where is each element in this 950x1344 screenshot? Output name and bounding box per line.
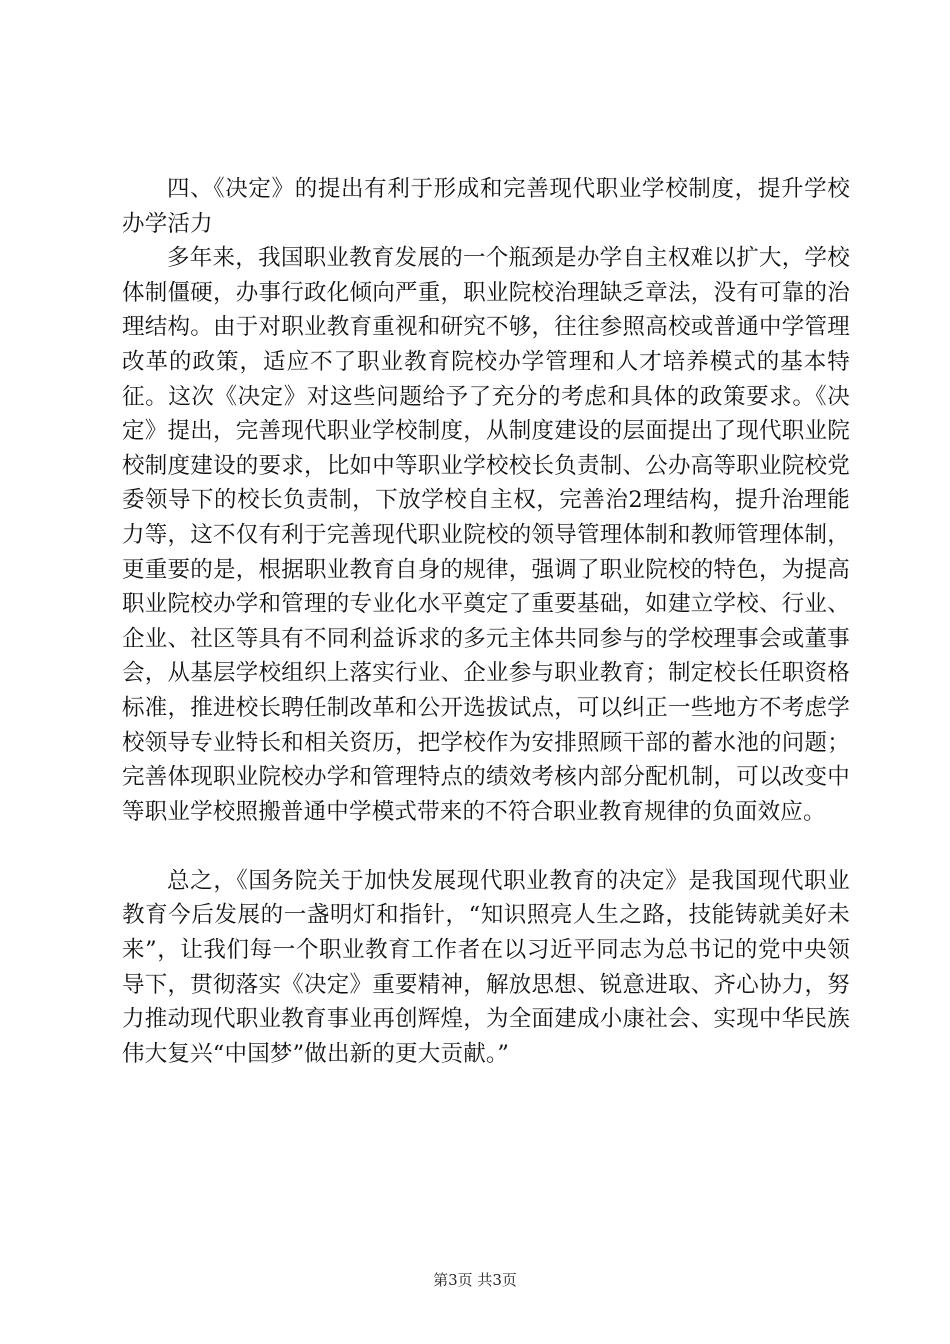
- body-paragraph: 多年来，我国职业教育发展的一个瓶颈是办学自主权难以扩大，学校体制僵硬，办事行政化倾向严重，职业院校治理缺乏章法，没有可靠的治理结构。由于对职业教育重视和研究不够，往往参照高校或普通中学管理改革的政策，适应不了职业教育院校办学管理和人才培养模式的基本特征。这次《决定》对这些问题给予了充分的考虑和具体的政策要求。《决定》提出，完善现代职业学校制度，从制度建设的层面提出了现代职业院校制度建设的要求，比如中等职业学校校长负责制、公办高等职业院校党委领导下的校长负责制，下放学校自主权，完善治2理结构，提升治理能力等，这不仅有利于完善现代职业院校的领导管理体制和教师管理体制，更重要的是，根据职业教育自身的规律，强调了职业院校的特色，为提高职业院校办学和管理的专业化水平奠定了重要基础，如建立学校、行业、企业、社区等具有不同利益诉求的多元主体共同参与的学校理事会或董事会，从基层学校组织上落实行业、企业参与职业教育；制定校长任职资格标准，推进校长聘任制改革和公开选拔试点，可以纠正一些地方不考虑学校领导专业特长和相关资历，把学校作为安排照顾干部的蓄水池的问题；完善体现职业院校办学和管理特点的绩效考核内部分配机制，可以改变中等职业学校照搬普通中学模式带来的不符合职业教育规律的负面效应。: [122, 245, 850, 825]
- document-body: [122, 172, 850, 1071]
- page-footer: 第3页 共3页: [433, 1271, 517, 1289]
- conclusion-paragraph: 总之，《国务院关于加快发展现代职业教育的决定》是我国现代职业教育今后发展的一盏明灯和指针，“知识照亮人生之路，技能铸就美好未来”，让我们每一个职业教育工作者在以习近平同志为总书记的党中央领导下，贯彻落实《决定》重要精神，解放思想、锐意进取、齐心协力，努力推动现代职业教育事业再创辉煌，为全面建成小康社会、实现中华民族伟大复兴“中国梦”做出新的更大贡献。”: [122, 867, 850, 1067]
- section-heading-paragraph: 四、《决定》的提出有利于形成和完善现代职业学校制度，提升学校办学活力: [122, 176, 850, 237]
